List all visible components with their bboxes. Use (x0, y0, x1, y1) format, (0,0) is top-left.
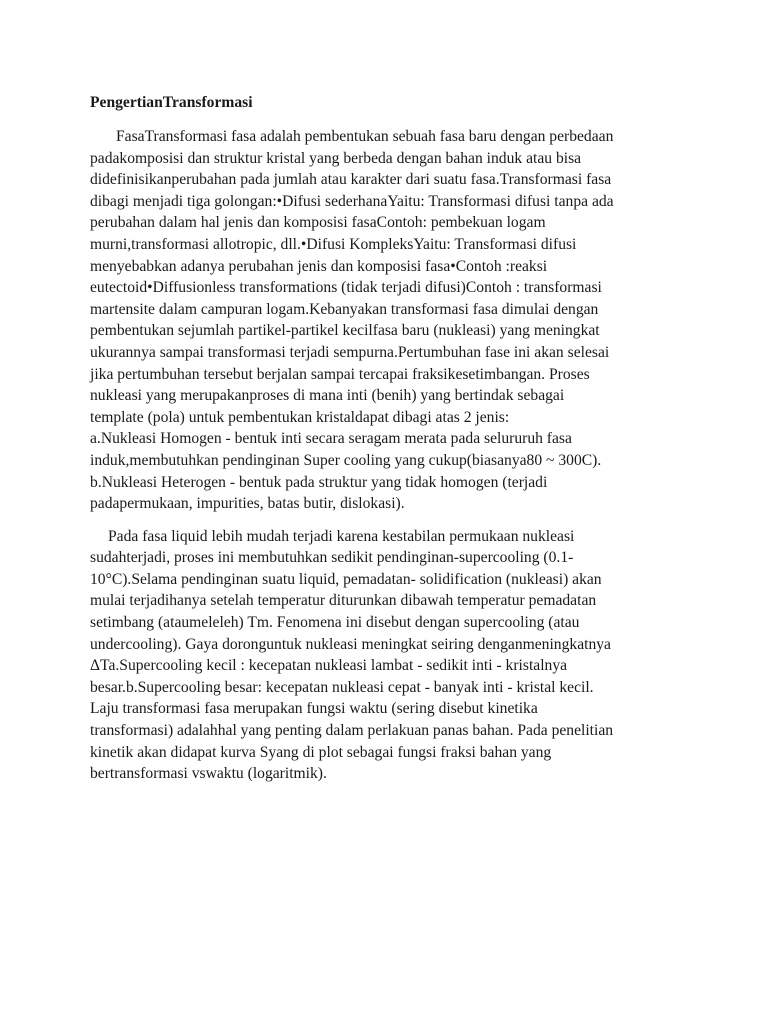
paragraph-1-line: murni,transformasi allotropic, dll.•Difusi KompleksYaitu: Transformasi difusi (90, 235, 577, 253)
paragraph-1-line: padakomposisi dan struktur kristal yang berbeda dengan bahan induk atau bisa (90, 149, 582, 167)
paragraph-1-line: pembentukan sejumlah partikel-partikel kecilfasa baru (nukleasi) yang meningkat (90, 322, 600, 340)
paragraph-2-line: Pada fasa liquid lebih mudah terjadi karena kestabilan permukaan nukleasi (108, 527, 575, 545)
paragraph-1-line: didefinisikanperubahan pada jumlah atau karakter dari suatu fasa.Transformasi fasa (90, 171, 612, 189)
paragraph-2-line: bertransformasi vswaktu (logaritmik). (90, 765, 327, 783)
paragraph-1-line: nukleasi yang merupakanproses di mana inti (benih) yang bertindak sebagai (90, 387, 565, 405)
paragraph-2-line: besar.b.Supercooling besar: kecepatan nukleasi cepat - banyak inti - kristal kecil. (90, 678, 594, 696)
paragraph-1-line: menyebabkan adanya perubahan jenis dan komposisi fasa•Contoh :reaksi (90, 257, 548, 275)
paragraph-1-line: jika pertumbuhan tersebut berjalan sampai tercapai fraksikesetimbangan. Proses (90, 365, 590, 383)
paragraph-2-line: transformasi) adalahhal yang penting dalam perlakuan panas bahan. Pada penelitian (90, 722, 614, 740)
paragraph-1-line: ukurannya sampai transformasi terjadi sempurna.Pertumbuhan fase ini akan selesai (90, 343, 610, 361)
paragraph-2-line: 10°C).Selama pendinginan suatu liquid, pemadatan- solidification (nukleasi) akan (90, 570, 602, 588)
paragraph-1-line: perubahan dalam hal jenis dan komposisi fasaContoh: pembekuan logam (90, 214, 546, 232)
paragraph-2-line: sudahterjadi, proses ini membutuhkan sedikit pendinginan-supercooling (0.1- (90, 549, 574, 567)
document-title: PengertianTransformasi (90, 94, 253, 111)
paragraph-2 (90, 526, 678, 785)
paragraph-1-line: dibagi menjadi tiga golongan:•Difusi sederhanaYaitu: Transformasi difusi tanpa ada (90, 192, 614, 210)
paragraph-1-line: b.Nukleasi Heterogen - bentuk pada struktur yang tidak homogen (terjadi (90, 473, 548, 491)
paragraph-1-line: martensite dalam campuran logam.Kebanyakan transformasi fasa dimulai dengan (90, 300, 599, 318)
paragraph-1-line: template (pola) untuk pembentukan kristaldapat dibagi atas 2 jenis: (90, 408, 510, 426)
document-body (90, 91, 678, 785)
paragraph-2-line: ΔTa.Supercooling kecil : kecepatan nukleasi lambat - sedikit inti - kristalnya (90, 657, 568, 675)
paragraph-2-line: mulai terjadihanya setelah temperatur diturunkan dibawah temperatur pemadatan (90, 592, 597, 610)
paragraph-1-line: padapermukaan, impurities, batas butir, dislokasi). (90, 495, 405, 513)
paragraph-1-line: a.Nukleasi Homogen - bentuk inti secara seragam merata pada selururuh fasa (90, 430, 572, 448)
paragraph-1 (90, 126, 678, 515)
paragraph-1-line: induk,membutuhkan pendinginan Super cooling yang cukup(biasanya80 ~ 300C). (90, 451, 602, 469)
paragraph-1-line: eutectoid•Diffusionless transformations (tidak terjadi difusi)Contoh : transformasi (90, 279, 602, 297)
paragraph-2-line: setimbang (ataumeleleh) Tm. Fenomena ini disebut dengan supercooling (atau (90, 614, 580, 632)
paragraph-2-line: kinetik akan didapat kurva Syang di plot sebagai fungsi fraksi bahan yang (90, 743, 552, 761)
paragraph-2-line: Laju transformasi fasa merupakan fungsi waktu (sering disebut kinetika (90, 700, 538, 718)
paragraph-1-line: FasaTransformasi fasa adalah pembentukan sebuah fasa baru dengan perbedaan (116, 128, 614, 145)
paragraph-2-line: undercooling). Gaya doronguntuk nukleasi meningkat seiring denganmeningkatnya (90, 635, 611, 653)
